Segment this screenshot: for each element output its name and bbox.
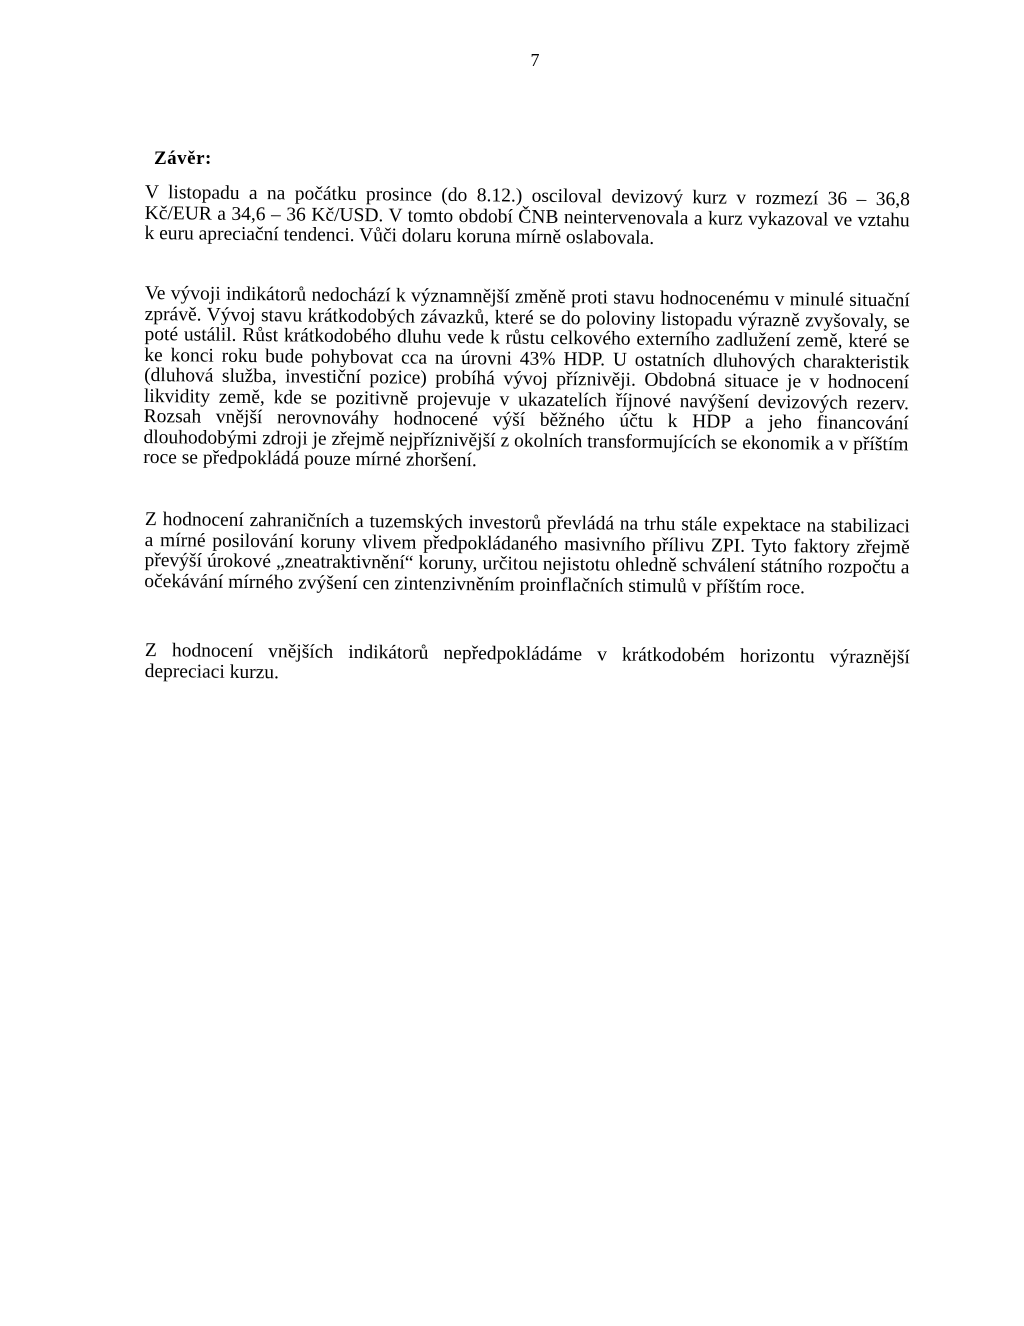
section-heading: Závěr: [154,148,212,169]
page-number: 7 [530,50,540,70]
paragraph-conclusion [145,641,910,689]
paragraph-text: V listopadu a na počátku prosince (do 8.12.) osciloval devizový kurz v rozmezí 36 – 36,8 Kč/EUR a 34,6 – 36 Kč/USD. V tomto období ČNB neintervenovala a kurz vykazoval ve vztahu k euru apreciační tendenci. Vůči dolaru koruna mírně oslabovala. [144,182,910,249]
paragraph-text: Z hodnocení vnějších indikátorů nepředpokládáme v krátkodobém horizontu výraznější depreciaci kurzu. [144,640,910,683]
paragraph-exchange-rate [144,183,910,252]
paragraph-investors [144,510,910,599]
paragraph-text: Ve vývoji indikátorů nedochází k významnější změně proti stavu hodnocenému v minulé situační zprávě. Vývoj stavu krátkodobých závazků, které se do poloviny listopadu výrazně zvyšovaly, se poté ustálil. Růst krátkodobého dluhu vede k růstu celkového externího zadlužení země, které se ke konci roku bude pohybovat cca na úrovni 43% HDP. U ostatních dluhových charakteristik (dluhová služba, investiční pozice) probíhá vývoj příznivěji. Obdobná situace je v hodnocení likvidity země, kde se pozitivně projevuje v ukazatelích říjnové navýšení devizových rezerv. Rozsah vnější nerovnováhy hodnocené výší běžného účtu k HDP a jeho financování dlouhodobými zdroji je zřejmě nejpříznivější z okolních transformujících se ekonomik a v příštím roce se předpokládá pouze mírné zhoršení. [143,283,910,472]
paragraph-indicators [143,284,910,476]
paragraph-text: Z hodnocení zahraničních a tuzemských investorů převládá na trhu stále expektace na stabilizaci a mírné posilování koruny vlivem předpokládaného masivního přílivu ZPI. Tyto faktory zřejmě převýší úrokové „zneatraktivnění“ koruny, určitou nejistotu ohledně schválení státního rozpočtu a očekávání mírného zvýšení cen zintenzivněním proinflačních stimulů v příštím roce. [144,509,910,598]
